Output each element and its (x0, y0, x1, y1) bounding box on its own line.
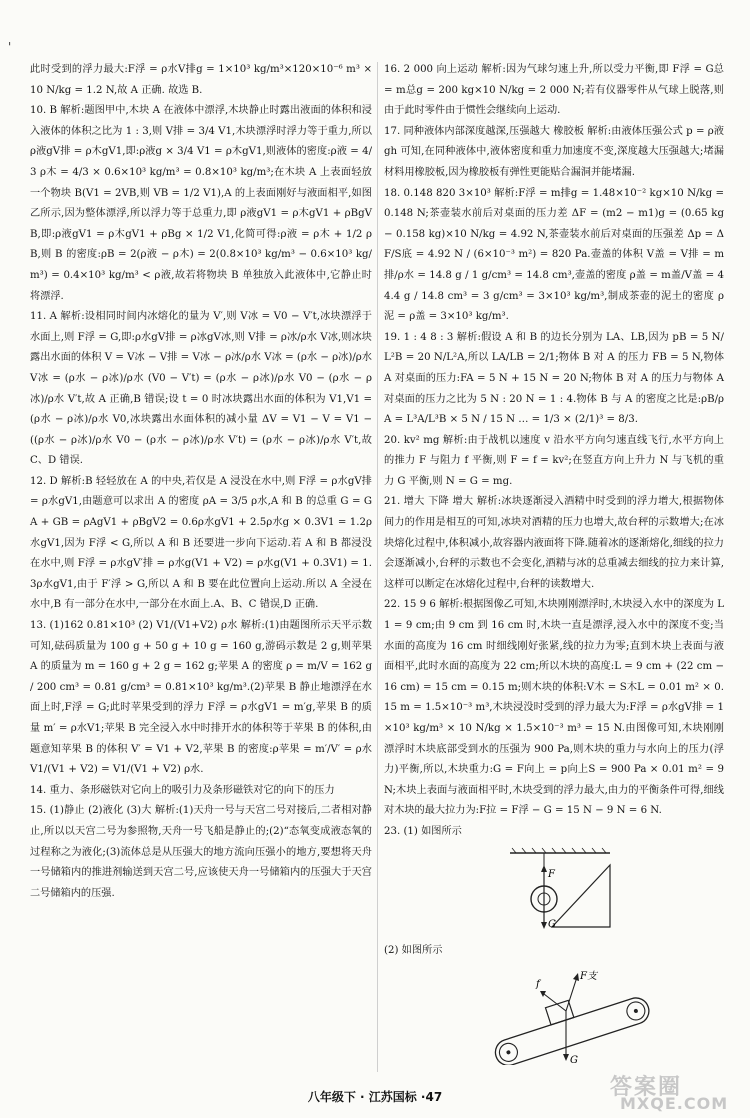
answer-23-part2: (2) 如图所示 (384, 944, 443, 956)
watermark-url: MXQE.COM (620, 1094, 729, 1113)
answer-15: 15. (1)静止 (2)液化 (3)大 解析:(1)天舟一号与天宫二号对接后,二者相对静止,所以以天宫二号为参照物,天舟一号飞船是静止的;(2)“态氧变成液态氧的过程称之为液化;(3)流体总是从压强大的地方流向压强小的地方,要想将天舟一号储箱内的推进剂输送到天宫二号,应该使天舟一号储箱内的压强大于天宫二号储箱内的压强. (30, 805, 372, 899)
page-footer: 八年级下 · 江苏国标 ·47 (307, 1090, 443, 1104)
label-f: f (536, 979, 540, 991)
answer-17: 17. 同种液体内部深度越深,压强越大 橡胶板 解析:由液体压强公式 p = ρ液gh 可知,在同种液体中,液体密度和重力加速度不变,深度越大压强越大;堵漏材料用橡胶板,因为橡胶板有弹性更能贴合漏洞并能堵漏. (384, 125, 724, 178)
answer-14: 14. 重力、条形磁铁对它向上的吸引力及条形磁铁对它的向下的压力 (30, 784, 335, 796)
conveyor-diagram (480, 965, 660, 1065)
margin-mark: ' (8, 40, 12, 54)
answer-22: 22. 15 9 6 解析:根据图像乙可知,木块刚刚漂浮时,木块浸入水中的深度为 L1 = 9 cm;由 9 cm 到 16 cm 时,木块一直是漂浮,浸入水中的深度不变;当水面的高度为 16 cm 时细线刚好张紧,线的拉力为零;直到木块上表面与液面相平,此时水面的高度为 22 cm;所以木块的高度:L = 9 cm + (22 cm − 16 cm) = 15 cm = 0.15 m;则木块的体积:V木 = S木L = 0.01 m² × 0.15 m = 1.5×10⁻³ m³,木块浸没时受到的浮力最大为:F浮 = ρ水gV排 = 1×10³ kg/m³ × 10 N/kg × 1.5×10⁻³ m³ = 15 N.由图像可知,木块刚刚漂浮时木块底部受到水的压强为 900 Pa,则木块的重力与水向上的压力(浮力)平衡,所以,木块重力:G = F向上 = p向上S = 900 Pa × 0.01 m² = 9 N;木块上表面与液面相平时,木块受到的浮力最大,由力的平衡条件可得,细线对木块的最大拉力为:F拉 = F浮 − G = 15 N − 9 N = 6 N. (384, 599, 724, 817)
answer-13: 13. (1)162 0.81×10³ (2) V1/(V1+V2) ρ水 解析:(1)由题图所示天平示数可知,砝码质量为 100 g + 50 g + 10 g = 160 g,游码示数是 2 g,则苹果 A 的质量为 m = 160 g + 2 g = 162 g;苹果 A 的密度 ρ = m/V = 162 g / 200 cm³ = 0.81 g/cm³ = 0.81×10³ kg/m³.(2)苹果 B 静止地漂浮在水面上时,F浮 = G;此时苹果受到的浮力 F浮 = ρ水gV1 = m′g,苹果 B 的质量 m′ = ρ水V1;苹果 B 完全浸入水中时排开水的体积等于苹果 B 的体积,由题意知苹果 B 的体积 V′ = V1 + V2,苹果 B 的密度:ρ苹果 = m′/V′ = ρ水V1/(V1 + V2) = V1/(V1 + V2) ρ水. (30, 620, 372, 776)
answer-10: 10. B 解析:题图甲中,木块 A 在液体中漂浮,木块静止时露出液面的体积和浸入液体的体积之比为 1 : 3,则 V排 = 3/4 V1,木块漂浮时浮力等于重力,所以 ρ液gV排 = ρ木gV1,即:ρ液g × 3/4 V1 = ρ木gV1,则液体的密度:ρ液 = 4/3 ρ木 = 4/3 × 0.6×10³ kg/m³ = 0.8×10³ kg/m³;在木块 A 上表面轻放一个物块 B(V1 = 2VB,则 VB = 1/2 V1),A 的上表面刚好与液面相平,如图乙所示,因为整体漂浮,所以浮力等于总重力,即 ρ液gV1 = ρ木gV1 + ρBgVB,即:ρ液gV1 = ρ木gV1 + ρBg × 1/2 V1,化简可得:ρ液 = ρ木 + 1/2 ρB,则 B 的密度:ρB = 2(ρ液 − ρ木) = 2(0.8×10³ kg/m³ − 0.6×10³ kg/m³) = 0.4×10³ kg/m³ < ρ液,故若将物块 B 单独放入此液体中,它静止时将漂浮. (30, 105, 372, 302)
column-divider (377, 62, 378, 1072)
answer-18: 18. 0.148 820 3×10³ 解析:F浮 = m排g = 1.48×10⁻² kg×10 N/kg = 0.148 N;茶壶装水前后对桌面的压力差 ΔF = (m2 − m1)g = (0.65 kg − 0.158 kg)×10 N/kg = 4.92 N,茶壶装水前后对桌面的压强差 Δp = ΔF/S底 = 4.92 N / (6×10⁻³ m²) = 820 Pa.壶盖的体积 V盖 = V排 = m排/ρ水 = 14.8 g / 1 g/cm³ = 14.8 cm³,壶盖的密度 ρ盖 = m盖/V盖 = 44.4 g / 14.8 cm³ = 3 g/cm³ = 3×10³ kg/m³,制成茶壶的泥土的密度 ρ泥 = ρ盖 = 3×10³ kg/m³. (384, 187, 724, 323)
answer-19: 19. 1 : 4 8 : 3 解析:假设 A 和 B 的边长分别为 LA、LB,因为 pB = 5 N/L²B = 20 N/L²A,所以 LA/LB = 2/1;物体 B 对 A 的压力 FB = 5 N,物体 A 对桌面的压力:FA = 5 N + 15 N = 20 N;物体 B 对 A 的压力与物体 A 对桌面的压力之比为 5 N : 20 N = 1 : 4.物体 B 与 A 的密度之比是:ρB/ρA = L³A/L³B × 5 N / 15 N … = 1/3 × (2/1)³ = 8/3. (384, 331, 724, 426)
answer-9-tail: 此时受到的浮力最大:F浮 = ρ水V排g = 1×10³ kg/m³×120×10⁻⁶ m³ × 10 N/kg = 1.2 N,故 A 正确. 故选 B. (30, 64, 372, 96)
answer-20: 20. kv² mg 解析:由于战机以速度 v 沿水平方向匀速直线飞行,水平方向上的推力 F 与阻力 f 平衡,则 F = f = kv²;在竖直方向上升力 N 与飞机的重力 G 平衡,则 N = G = mg. (384, 434, 724, 487)
answer-21: 21. 增大 下降 增大 解析:冰块逐渐浸入酒精中时受到的浮力增大,根据物体间力的作用是相互的可知,冰块对酒精的压力也增大,故台秤的示数增大;在冰块熔化过程中,体积减小,故容器内液面将下降.随着冰的逐渐熔化,细线的拉力会逐渐减小,台秤的示数也不会变化,酒精与冰的总重减去细线的拉力来计算,这样可以断定在冰熔化过程中,台秤的读数增大. (384, 496, 724, 590)
watermark-logo-icon: 答案圈 (610, 1075, 683, 1100)
label-F: F (548, 868, 555, 880)
watermark (610, 1070, 742, 1114)
answer-23-part1: 23. (1) 如图所示 (384, 825, 462, 837)
figure-conveyor-block (480, 965, 660, 1065)
figure-ball-on-slope (504, 847, 624, 935)
right-column (384, 60, 724, 1071)
answer-12: 12. D 解析:B 轻轻放在 A 的中央,若仅是 A 浸没在水中,则 F浮 = ρ水gV排 = ρ水gV1,由题意可以求出 A 的密度 ρA = 3/5 ρ水,A 和 B 的总重 G = GA + GB = ρAgV1 + ρBgV2 = 0.6ρ水gV1 + 2.5ρ水g × 0.3V1 = 1.2ρ水gV1,因为 F浮 < G,所以 A 和 B 还要进一步向下运动.若 A 和 B 都浸没在水中,则 F浮 = ρ水gV′排 = ρ水g(V1 + V2) = ρ水g(V1 + 0.3V1) = 1.3ρ水gV1,由于 F′浮 > G,所以 A 和 B 要在此位置向上运动.所以 A 全浸在水中,B 有一部分在水中,一部分在水面上.A、B、C 错误,D 正确. (30, 475, 372, 611)
answer-11: 11. A 解析:设相同时间内冰熔化的量为 V′,则 V冰 = V0 − V′t,冰块漂浮于水面上,则 F浮 = G,即:ρ水gV排 = ρ冰gV冰,则 V排 = ρ冰/ρ水 V冰,则冰块露出水面的体积 V = V冰 − V排 = V冰 − ρ冰/ρ水 V冰 = (ρ水 − ρ冰)/ρ水 V冰 = (ρ水 − ρ冰)/ρ水 (V0 − V′t) = (ρ水 − ρ冰)/ρ水 V0 − (ρ水 − ρ冰)/ρ水 V′t,故 A 正确,B 错误;设 t = 0 时冰块露出水面的体积为 V1,V1 = (ρ水 − ρ冰)/ρ水 V0,冰块露出水面体积的减小量 ΔV = V1 − V = V1 − ((ρ水 − ρ冰)/ρ水 V0 − (ρ水 − ρ冰)/ρ水 V′t) = (ρ水 − ρ冰)/ρ水 V′t,故 C、D 错误. (30, 311, 372, 467)
label-F-support: F支 (580, 971, 597, 983)
ball-slope-diagram (504, 847, 624, 935)
label-G2: G (570, 1055, 578, 1066)
label-G: G (548, 918, 556, 930)
left-column (30, 60, 372, 904)
answer-16: 16. 2 000 向上运动 解析:因为气球匀速上升,所以受力平衡,即 F浮 = G总 = m总g = 200 kg×10 N/kg = 2 000 N;若有仪器零件从气球上脱落,则由于此时零件由于惯性会继续向上运动. (384, 64, 724, 117)
